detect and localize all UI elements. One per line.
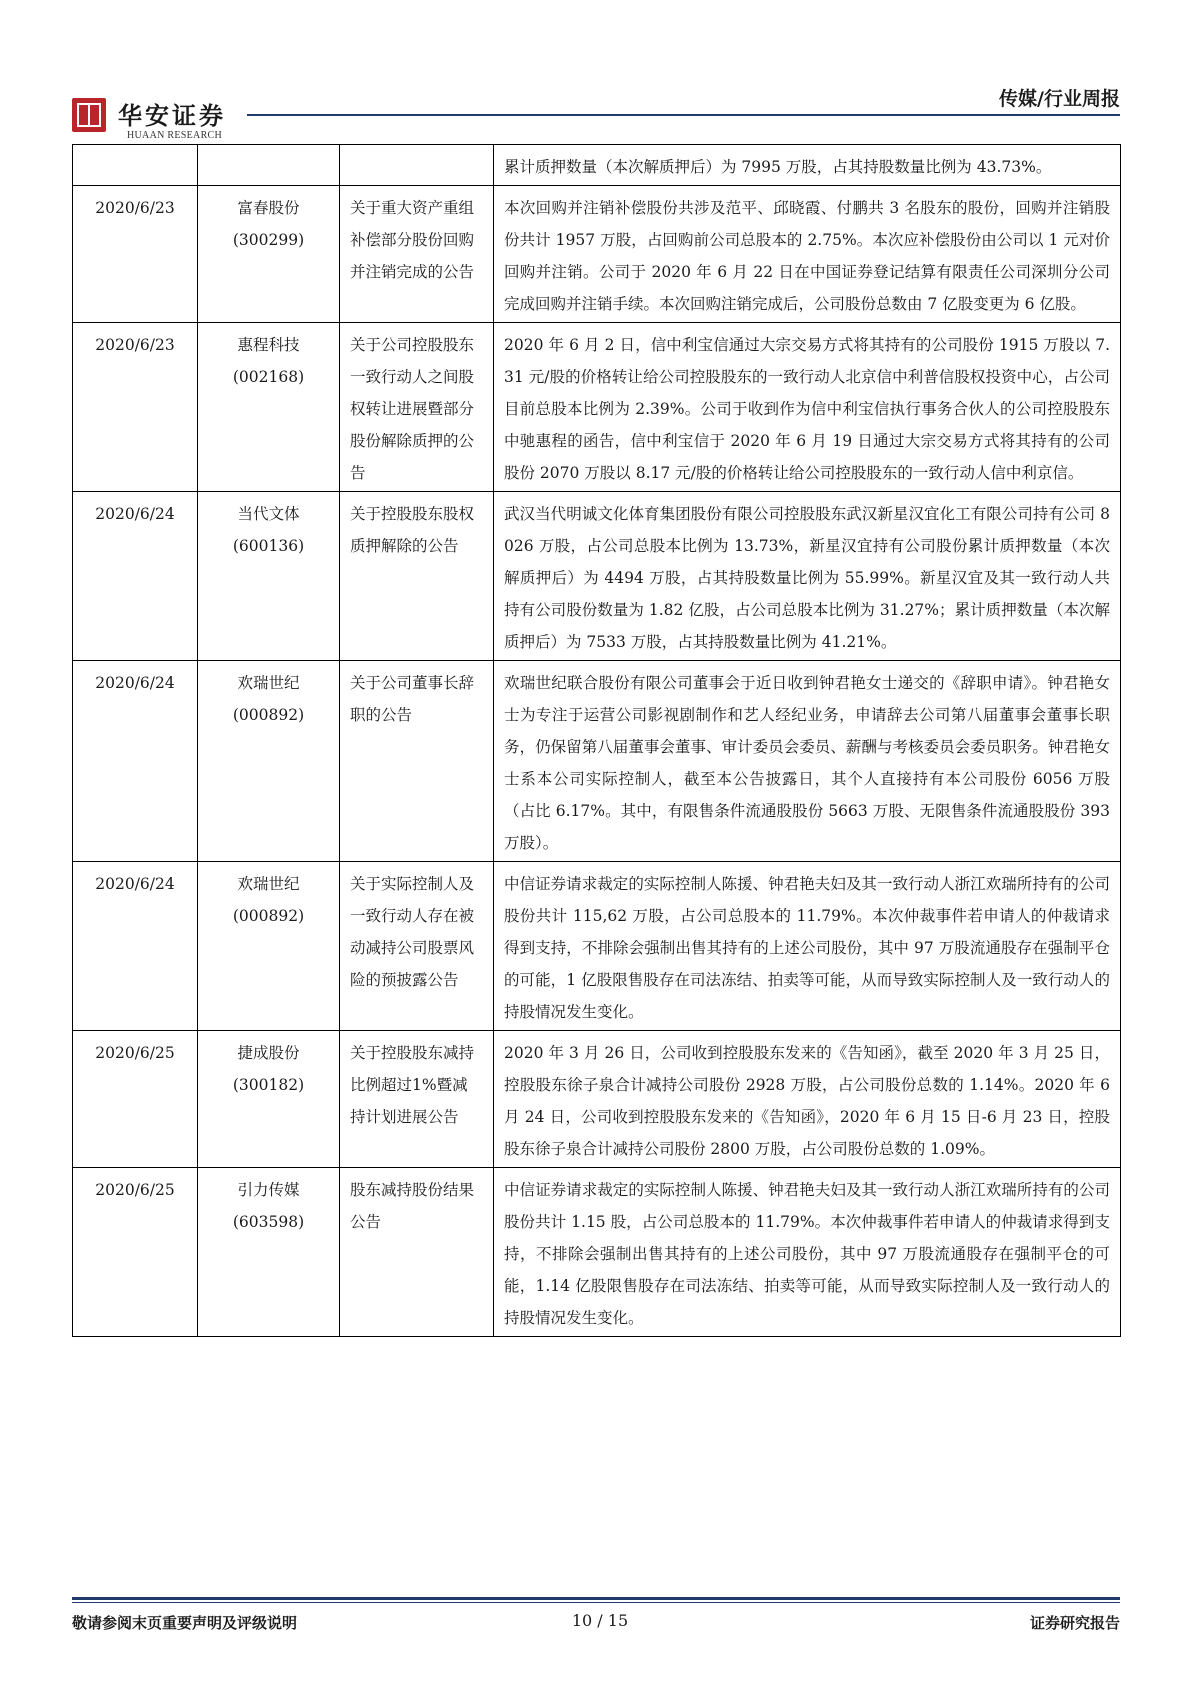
announcement-title: 关于控股股东股权质押解除的公告 <box>340 492 494 661</box>
date-cell: 2020/6/25 <box>73 1031 198 1168</box>
table-row <box>73 1031 1121 1168</box>
stock-code: (603598) <box>232 1213 305 1231</box>
announcement-table <box>72 144 1121 1337</box>
company-name: 当代文体 <box>237 505 300 523</box>
announcement-summary: 2020 年 6 月 2 日，信中利宝信通过大宗交易方式将其持有的公司股份 1915 万股以 7.31 元/股的价格转让给公司控股股东的一致行动人北京信中利普信股权投资中心，占公司目前总股本比例为 2.39%。公司于收到作为信中利宝信执行事务合伙人的公司控股股东中驰惠程的函告，信中利宝信于 2020 年 6 月 19 日通过大宗交易方式将其持有的公司股份 2070 万股以 8.17 元/股的价格转让给公司控股股东的一致行动人信中利京信。 <box>494 323 1121 492</box>
company-name: 欢瑞世纪 <box>237 674 300 692</box>
date-cell: 2020/6/23 <box>73 186 198 323</box>
announcement-title: 关于公司董事长辞职的公告 <box>340 661 494 862</box>
company-cell <box>198 862 340 1031</box>
announcement-summary: 累计质押数量（本次解质押后）为 7995 万股，占其持股数量比例为 43.73%。 <box>494 145 1121 186</box>
stock-code: (600136) <box>232 537 305 555</box>
company-cell <box>198 492 340 661</box>
logo-english-name: HUAAN RESEARCH <box>127 130 223 141</box>
announcement-title: 关于公司控股股东一致行动人之间股权转让进展暨部分股份解除质押的公告 <box>340 323 494 492</box>
table-row <box>73 323 1121 492</box>
company-cell <box>198 145 340 186</box>
company-cell <box>198 323 340 492</box>
footer-divider-thin <box>72 1602 1120 1603</box>
company-cell <box>198 186 340 323</box>
footer-divider <box>72 1597 1120 1600</box>
announcement-summary: 中信证券请求裁定的实际控制人陈援、钟君艳夫妇及其一致行动人浙江欢瑞所持有的公司股份共计 1.15 股，占公司总股本的 11.79%。本次仲裁事件若申请人的仲裁请求得到支持，不排除会强制出售其持有的上述公司股份，其中 97 万股流通股存在强制平仓的可能，1.14 亿股限售股存在司法冻结、拍卖等可能，从而导致实际控制人及一致行动人的持股情况发生变化。 <box>494 1168 1121 1337</box>
date-cell <box>73 145 198 186</box>
date-cell: 2020/6/24 <box>73 492 198 661</box>
company-name: 引力传媒 <box>237 1181 300 1199</box>
announcement-summary: 武汉当代明诚文化体育集团股份有限公司控股股东武汉新星汉宜化工有限公司持有公司 8026 万股，占公司总股本比例为 13.73%，新星汉宜持有公司股份累计质押数量（本次解质押后）为 4494 万股，占其持股数量比例为 55.99%。新星汉宜及其一致行动人共持有公司股份数量为 1.82 亿股，占公司总股本比例为 31.27%；累计质押数量（本次解质押后）为 7533 万股，占其持股数量比例为 41.21%。 <box>494 492 1121 661</box>
announcement-title: 股东减持股份结果公告 <box>340 1168 494 1337</box>
table-row <box>73 661 1121 862</box>
announcement-summary: 2020 年 3 月 26 日，公司收到控股股东发来的《告知函》，截至 2020 年 3 月 25 日，控股股东徐子泉合计减持公司股份 2928 万股，占公司股份总数的 1.14%。2020 年 6 月 24 日，公司收到控股股东发来的《告知函》，2020 年 6 月 15 日-6 月 23 日，控股股东徐子泉合计减持公司股份 2800 万股，占公司股份总数的 1.09%。 <box>494 1031 1121 1168</box>
announcement-summary: 本次回购并注销补偿股份共涉及范平、邱晓霞、付鹏共 3 名股东的股份，回购并注销股份共计 1957 万股，占回购前公司总股本的 2.75%。本次应补偿股份由公司以 1 元对价回购并注销。公司于 2020 年 6 月 22 日在中国证券登记结算有限责任公司深圳分公司完成回购并注销手续。本次回购注销完成后，公司股份总数由 7 亿股变更为 6 亿股。 <box>494 186 1121 323</box>
announcement-title: 关于控股股东减持比例超过1%暨减持计划进展公告 <box>340 1031 494 1168</box>
page-number: 10 / 15 <box>571 1611 629 1630</box>
company-cell <box>198 1031 340 1168</box>
stock-code: (000892) <box>232 907 305 925</box>
stock-code: (000892) <box>232 706 305 724</box>
header-divider <box>247 114 1120 116</box>
stock-code: (002168) <box>232 368 305 386</box>
table-row <box>73 492 1121 661</box>
date-cell: 2020/6/24 <box>73 862 198 1031</box>
table-row <box>73 1168 1121 1337</box>
company-name: 惠程科技 <box>237 336 300 354</box>
stock-code: (300182) <box>232 1076 305 1094</box>
announcement-summary: 中信证券请求裁定的实际控制人陈援、钟君艳夫妇及其一致行动人浙江欢瑞所持有的公司股份共计 115,62 万股，占公司总股本的 11.79%。本次仲裁事件若申请人的仲裁请求得到支持，不排除会强制出售其持有的上述公司股份，其中 97 万股流通股存在强制平仓的可能，1 亿股限售股存在司法冻结、拍卖等可能，从而导致实际控制人及一致行动人的持股情况发生变化。 <box>494 862 1121 1031</box>
date-cell: 2020/6/23 <box>73 323 198 492</box>
company-name: 捷成股份 <box>237 1044 300 1062</box>
date-cell: 2020/6/24 <box>73 661 198 862</box>
company-name: 欢瑞世纪 <box>237 875 300 893</box>
logo-chinese-name: 华安证券 <box>118 101 226 130</box>
announcement-summary: 欢瑞世纪联合股份有限公司董事会于近日收到钟君艳女士递交的《辞职申请》。钟君艳女士为专注于运营公司影视剧制作和艺人经纪业务，申请辞去公司第八届董事会董事长职务，仍保留第八届董事会董事、审计委员会委员、薪酬与考核委员会委员职务。钟君艳女士系本公司实际控制人，截至本公告披露日，其个人直接持有本公司股份 6056 万股（占比 6.17%。其中，有限售条件流通股股份 5663 万股、无限售条件流通股股份 393 万股）。 <box>494 661 1121 862</box>
stock-code: (300299) <box>232 231 305 249</box>
company-cell <box>198 661 340 862</box>
announcement-title: 关于实际控制人及一致行动人存在被动减持公司股票风险的预披露公告 <box>340 862 494 1031</box>
date-cell: 2020/6/25 <box>73 1168 198 1337</box>
announcement-title: 关于重大资产重组补偿部分股份回购并注销完成的公告 <box>340 186 494 323</box>
report-type: 传媒/行业周报 <box>999 88 1120 110</box>
footer-disclaimer: 敬请参阅末页重要声明及评级说明 <box>72 1614 298 1632</box>
company-cell <box>198 1168 340 1337</box>
table-row <box>73 862 1121 1031</box>
huaan-logo-icon <box>72 98 106 132</box>
table-row <box>73 145 1121 186</box>
page-header <box>72 88 1120 142</box>
table-row <box>73 186 1121 323</box>
company-name: 富春股份 <box>237 199 300 217</box>
announcement-title <box>340 145 494 186</box>
footer-doc-type: 证券研究报告 <box>1029 1614 1120 1632</box>
